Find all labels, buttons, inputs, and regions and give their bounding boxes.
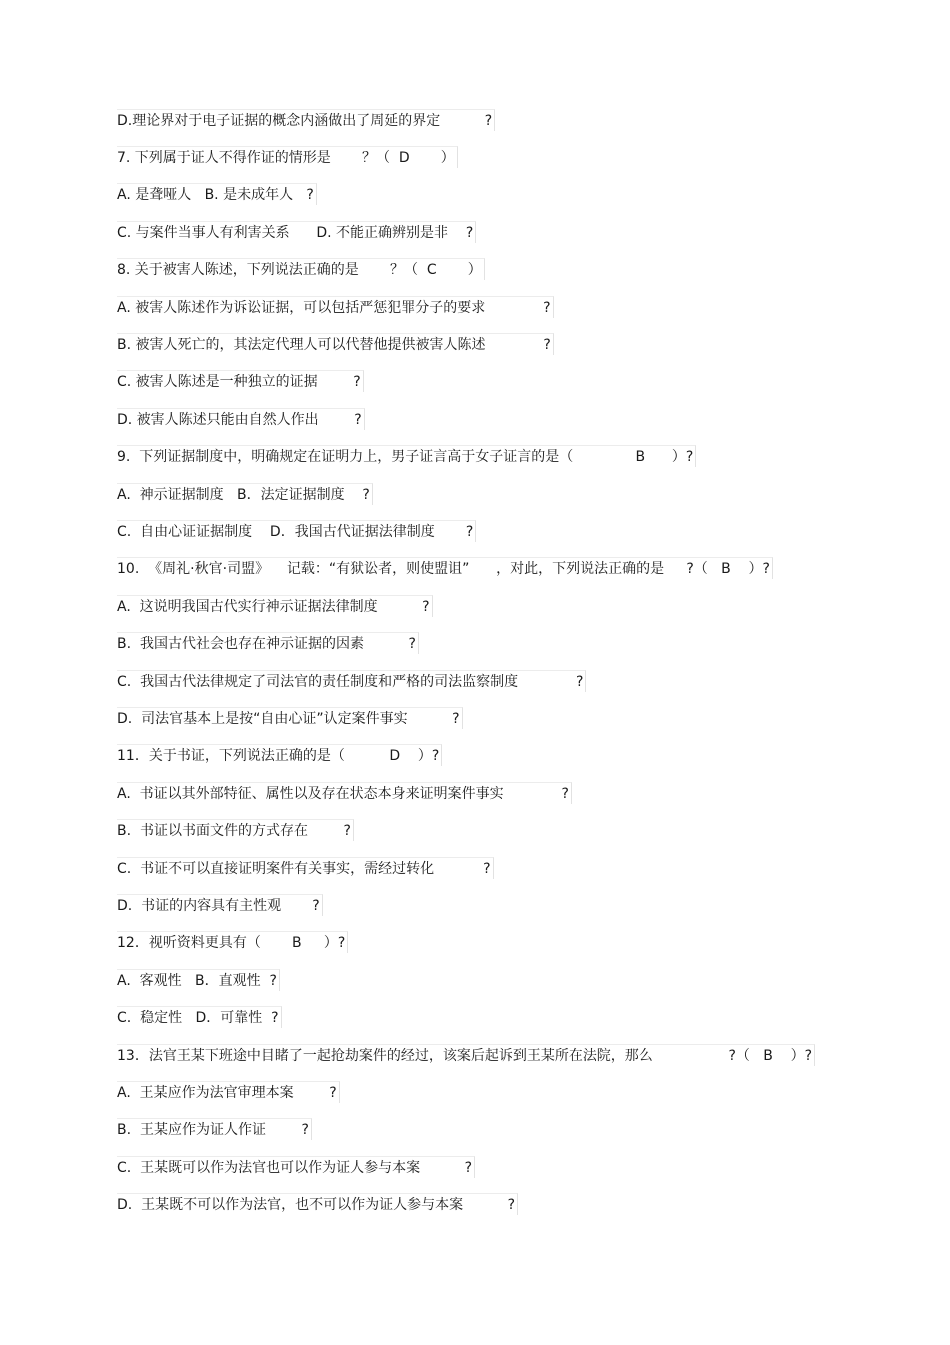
text-line: A. 书证以其外部特征、属性以及存在状态本身来证明案件事实 ? [117, 782, 572, 804]
text-line: C. 稳定性 D．可靠性 ? [117, 1006, 282, 1028]
text-line: B. 王某应作为证人作证 ? [117, 1118, 312, 1140]
text-line: A. 客观性 B．直观性 ? [117, 969, 280, 991]
text-line: A. 王某应作为法官审理本案 ? [117, 1081, 340, 1103]
text-line: D. 被害人陈述只能由自然人作出 ? [117, 408, 365, 430]
text-line: D.理论界对于电子证据的概念内涵做出了周延的界定 ? [117, 109, 495, 131]
text-line: 7. 下列属于证人不得作证的情形是 ？（ D ） [117, 146, 458, 168]
text-line: C. 被害人陈述是一种独立的证据 ? [117, 370, 364, 392]
text-line: A. 是聋哑人 B. 是未成年人 ? [117, 183, 317, 205]
text-line: D. 书证的内容具有主性观 ? [117, 894, 323, 916]
text-line: B. 被害人死亡的，其法定代理人可以代替他提供被害人陈述 ? [117, 333, 554, 355]
text-line: C. 王某既可以作为法官也可以作为证人参与本案 ? [117, 1156, 475, 1178]
text-line: 10. 《周礼·秋官·司盟》 记载：“有狱讼者，则使盟诅” ，对此，下列说法正确的是 ?（ B ）? [117, 557, 773, 579]
text-line: 9. 下列证据制度中，明确规定在证明力上，男子证言高于女子证言的是（ B ）? [117, 445, 696, 467]
text-line: 11．关于书证，下列说法正确的是（ D ）? [117, 744, 442, 766]
text-line: 8. 关于被害人陈述，下列说法正确的是 ？（ C ） [117, 258, 485, 280]
text-line: 12．视听资料更具有（ B ）? [117, 931, 348, 953]
text-line: C. 自由心证证据制度 D．我国古代证据法律制度 ? [117, 520, 476, 542]
text-line: 13．法官王某下班途中目睹了一起抢劫案件的经过，该案后起诉到王某所在法院，那么 ?（ B ）? [117, 1044, 815, 1066]
text-line: B. 书证以书面文件的方式存在 ? [117, 819, 354, 841]
text-line: C. 我国古代法律规定了司法官的责任制度和严格的司法监察制度 ? [117, 670, 586, 692]
text-line: B. 我国古代社会也存在神示证据的因素 ? [117, 632, 419, 654]
text-line: A. 神示证据制度 B．法定证据制度 ? [117, 483, 373, 505]
text-line: C. 书证不可以直接证明案件有关事实，需经过转化 ? [117, 857, 494, 879]
text-line: D. 司法官基本上是按“自由心证”认定案件事实 ? [117, 707, 463, 729]
text-line: A. 这说明我国古代实行神示证据法律制度 ? [117, 595, 433, 617]
text-line: D. 王某既不可以作为法官，也不可以作为证人参与本案 ? [117, 1193, 518, 1215]
text-line: C. 与案件当事人有利害关系 D. 不能正确辨别是非 ? [117, 221, 476, 243]
text-line: A. 被害人陈述作为诉讼证据，可以包括严惩犯罪分子的要求 ? [117, 296, 554, 318]
